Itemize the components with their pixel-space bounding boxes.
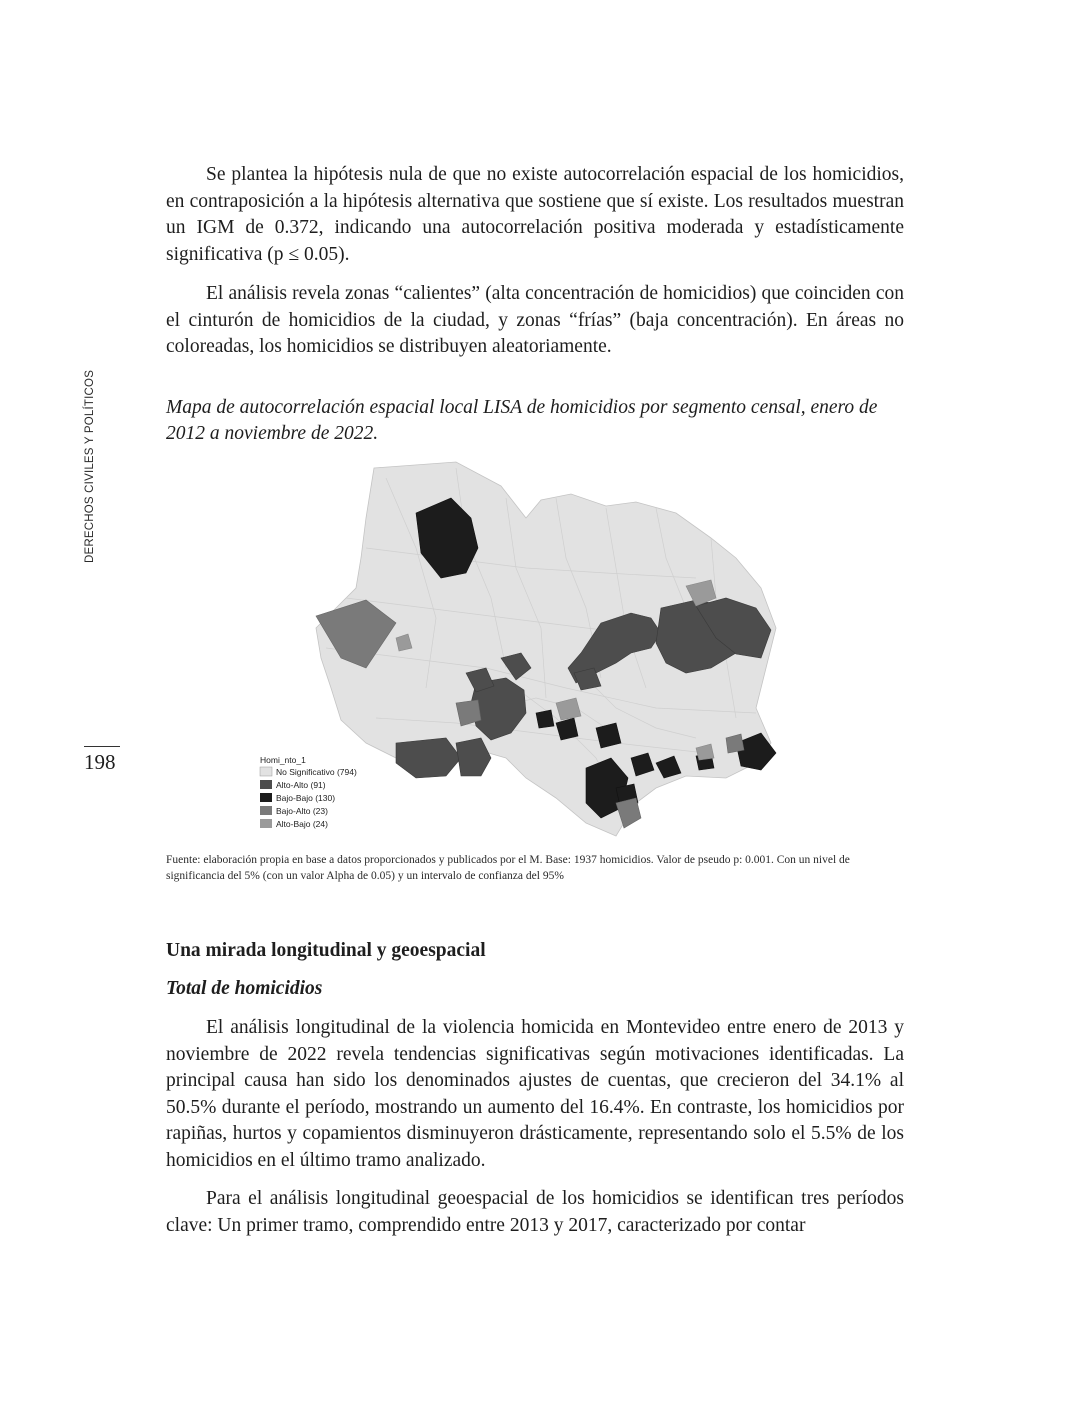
lisa-map — [256, 458, 786, 840]
page-number: 198 — [84, 750, 116, 774]
subsection-heading: Total de homicidios — [166, 978, 323, 999]
legend-item — [260, 780, 326, 790]
figure-caption: Mapa de autocorrelación espacial local LISA de homicidios por segmento censal, enero de 2012 a noviembre de 2022. — [166, 397, 878, 444]
legend-item — [260, 767, 357, 777]
legend-label: Alto-Bajo (24) — [276, 819, 328, 829]
paragraph-periods: Para el análisis longitudinal geoespacial de los homicidios se identifican tres períodos clave: Un primer tramo, comprendido entre 2013 y 2017, caracterizado por contar — [166, 1188, 904, 1236]
lisa-map-figure — [256, 458, 786, 840]
running-section-label: DERECHOS CIVILES Y POLÍTICOS — [84, 369, 96, 563]
map-legend — [260, 755, 357, 829]
legend-label: No Significativo (794) — [276, 767, 357, 777]
paragraph-hypothesis: Se plantea la hipótesis nula de que no existe autocorrelación espacial de los homicidios, en contraposición a la hipótesis alternativa que sostiene que sí existe. Los resultados muestran un IGM de 0.372, indicando una autocorrelación positiva moderada y estadísticamente significativa (p ≤ 0.05). — [166, 164, 904, 265]
legend-label: Bajo-Alto (23) — [276, 806, 328, 816]
legend-label: Alto-Alto (91) — [276, 780, 326, 790]
legend-item — [260, 793, 335, 803]
section-heading: Una mirada longitudinal y geoespacial — [166, 940, 486, 961]
legend-title: Homi_nto_1 — [260, 755, 306, 765]
page-number-rule — [84, 746, 120, 747]
legend-label: Bajo-Bajo (130) — [276, 793, 336, 803]
figure-source-note: Fuente: elaboración propia en base a datos proporcionados y publicados por el M. Base: 1937 homicidios. Valor de pseudo p: 0.001. Con un nivel de significancia del 5% (con un valor Alpha de 0.05) y un intervalo de confianza del 95% — [166, 854, 850, 882]
legend-item — [260, 819, 328, 829]
paragraph-hot-zones: El análisis revela zonas “calientes” (alta concentración de homicidios) que coinciden con el cinturón de homicidios de la ciudad, y zonas “frías” (baja concentración). En áreas no coloreadas, los homicidios se distribuyen aleatoriamente. — [166, 283, 904, 357]
map-cluster-bajo-bajo — [536, 710, 554, 728]
legend-item — [260, 806, 328, 816]
paragraph-longitudinal: El análisis longitudinal de la violencia homicida en Montevideo entre enero de 2013 y noviembre de 2022 revela tendencias significativas según motivaciones identificadas. La principal causa han sido los denominados ajustes de cuentas, que crecieron del 34.1% al 50.5% durante el período, mostrando un aumento del 16.4%. En contraste, los homicidios por rapiñas, hurtos y copamientos disminuyeron drásticamente, representando solo el 5.5% de los homicidios en el último tramo analizado. — [166, 1017, 904, 1171]
